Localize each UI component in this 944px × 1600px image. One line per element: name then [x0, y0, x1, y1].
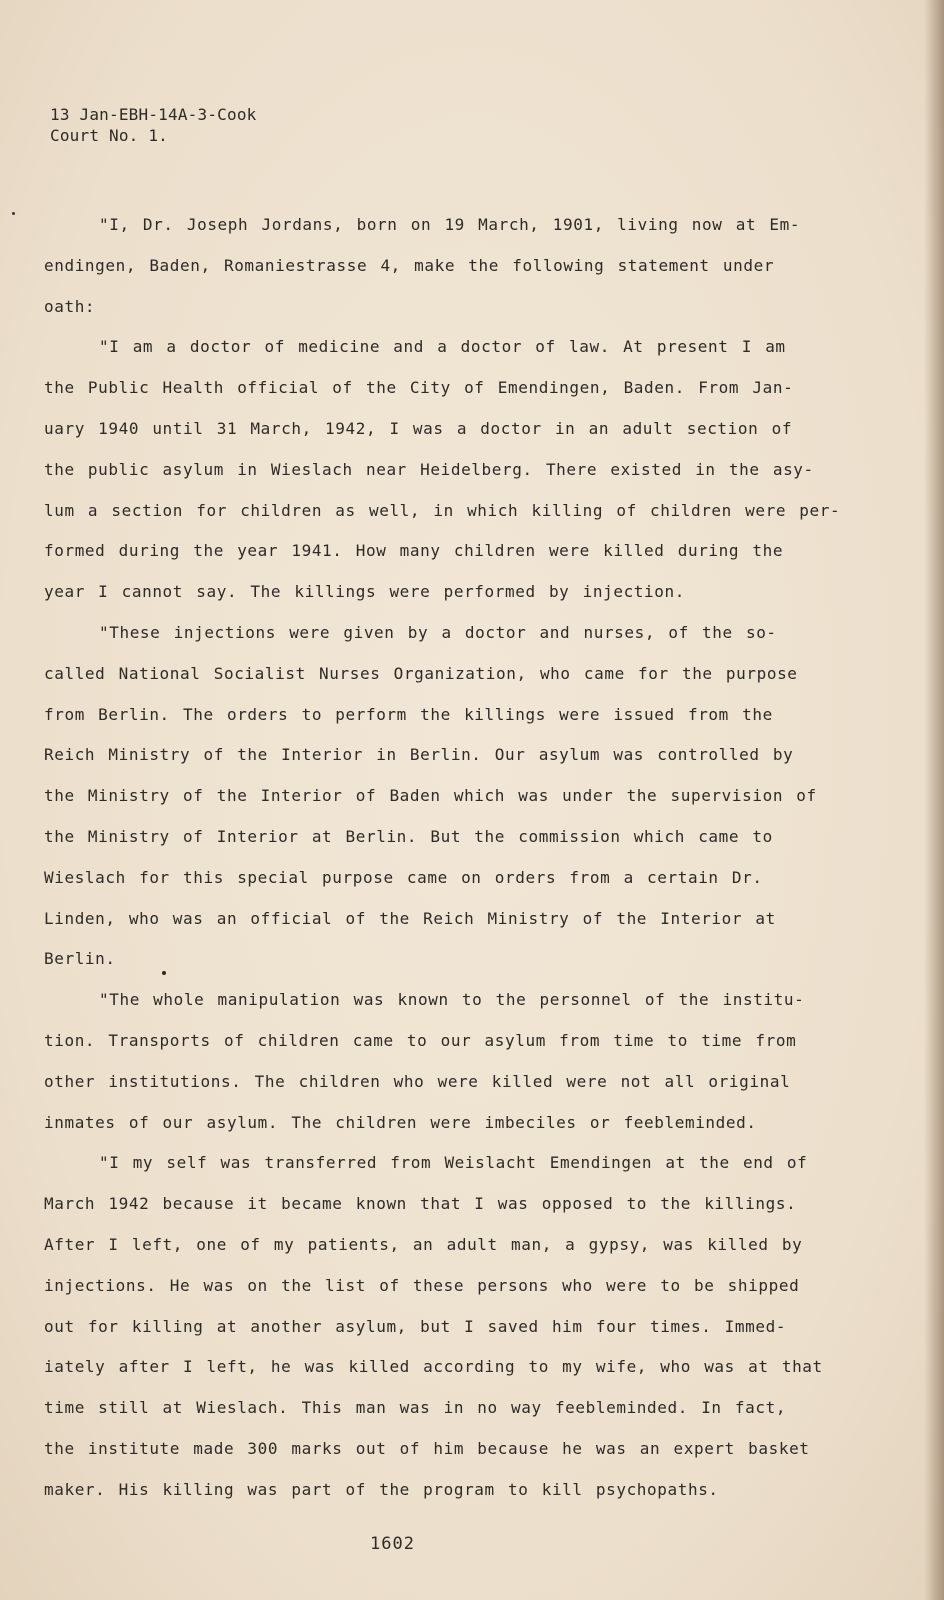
text-line: inmates of our asylum. The children were imbeciles or feebleminded.	[44, 1112, 757, 1132]
header-reference: 13 Jan-EBH-14A-3-Cook	[50, 105, 257, 124]
text-line: March 1942 because it became known that I was opposed to the killings.	[44, 1194, 797, 1214]
text-line: injections. He was on the list of these persons who were to be shipped	[44, 1275, 800, 1295]
document-header	[50, 104, 257, 146]
text-line: the institute made 300 marks out of him because he was an expert basket	[44, 1438, 810, 1458]
text-line: lum a section for children as well, in which killing of children were per-	[44, 500, 841, 520]
text-line: After I left, one of my patients, an adult man, a gypsy, was killed by	[44, 1234, 803, 1254]
affidavit-text	[44, 205, 841, 1511]
stray-mark	[162, 971, 166, 975]
text-line: iately after I left, he was killed according to my wife, who was at that	[44, 1357, 823, 1377]
text-line: from Berlin. The orders to perform the killings were issued from the	[44, 704, 773, 724]
text-line: endingen, Baden, Romaniestrasse 4, make the following statement under	[44, 255, 775, 275]
page-edge-shadow	[924, 0, 944, 1600]
text-line: called National Socialist Nurses Organization, who came for the purpose	[44, 663, 798, 683]
text-line: the Public Health official of the City of Emendingen, Baden. From Jan-	[44, 378, 794, 398]
text-line: tion. Transports of children came to our asylum from time to time from	[44, 1030, 797, 1050]
text-line: the public asylum in Wieslach near Heidelberg. There existed in the asy-	[44, 459, 814, 479]
text-line: Wieslach for this special purpose came on orders from a certain Dr.	[44, 867, 763, 887]
text-line: "I my self was transferred from Weislacht Emendingen at the end of	[99, 1153, 808, 1173]
text-line: maker. His killing was part of the program to kill psychopaths.	[44, 1479, 719, 1499]
text-line: the Ministry of Interior at Berlin. But the commission which came to	[44, 826, 773, 846]
text-line: "These injections were given by a doctor and nurses, of the so-	[99, 622, 777, 642]
text-line: formed during the year 1941. How many children were killed during the	[44, 541, 784, 561]
text-line: other institutions. The children who were killed were not all original	[44, 1071, 791, 1091]
header-court: Court No. 1.	[50, 126, 168, 145]
text-line: Reich Ministry of the Interior in Berlin. Our asylum was controlled by	[44, 745, 794, 765]
text-line: out for killing at another asylum, but I saved him four times. Immed-	[44, 1316, 787, 1336]
text-line: "The whole manipulation was known to the personnel of the institu-	[99, 990, 805, 1010]
text-line: Berlin.	[44, 949, 116, 969]
page-number: 1602	[370, 1534, 415, 1554]
text-line: oath:	[44, 296, 96, 316]
text-line: year I cannot say. The killings were performed by injection.	[44, 582, 685, 602]
text-line: "I am a doctor of medicine and a doctor of law. At present I am	[99, 337, 786, 357]
text-line: uary 1940 until 31 March, 1942, I was a doctor in an adult section of	[44, 418, 793, 438]
text-line: time still at Wieslach. This man was in no way feebleminded. In fact,	[44, 1398, 787, 1418]
margin-dot	[12, 212, 15, 215]
text-line: the Ministry of the Interior of Baden which was under the supervision of	[44, 786, 817, 806]
text-line: Linden, who was an official of the Reich Ministry of the Interior at	[44, 908, 776, 928]
text-line: "I, Dr. Joseph Jordans, born on 19 March, 1901, living now at Em-	[99, 215, 801, 234]
